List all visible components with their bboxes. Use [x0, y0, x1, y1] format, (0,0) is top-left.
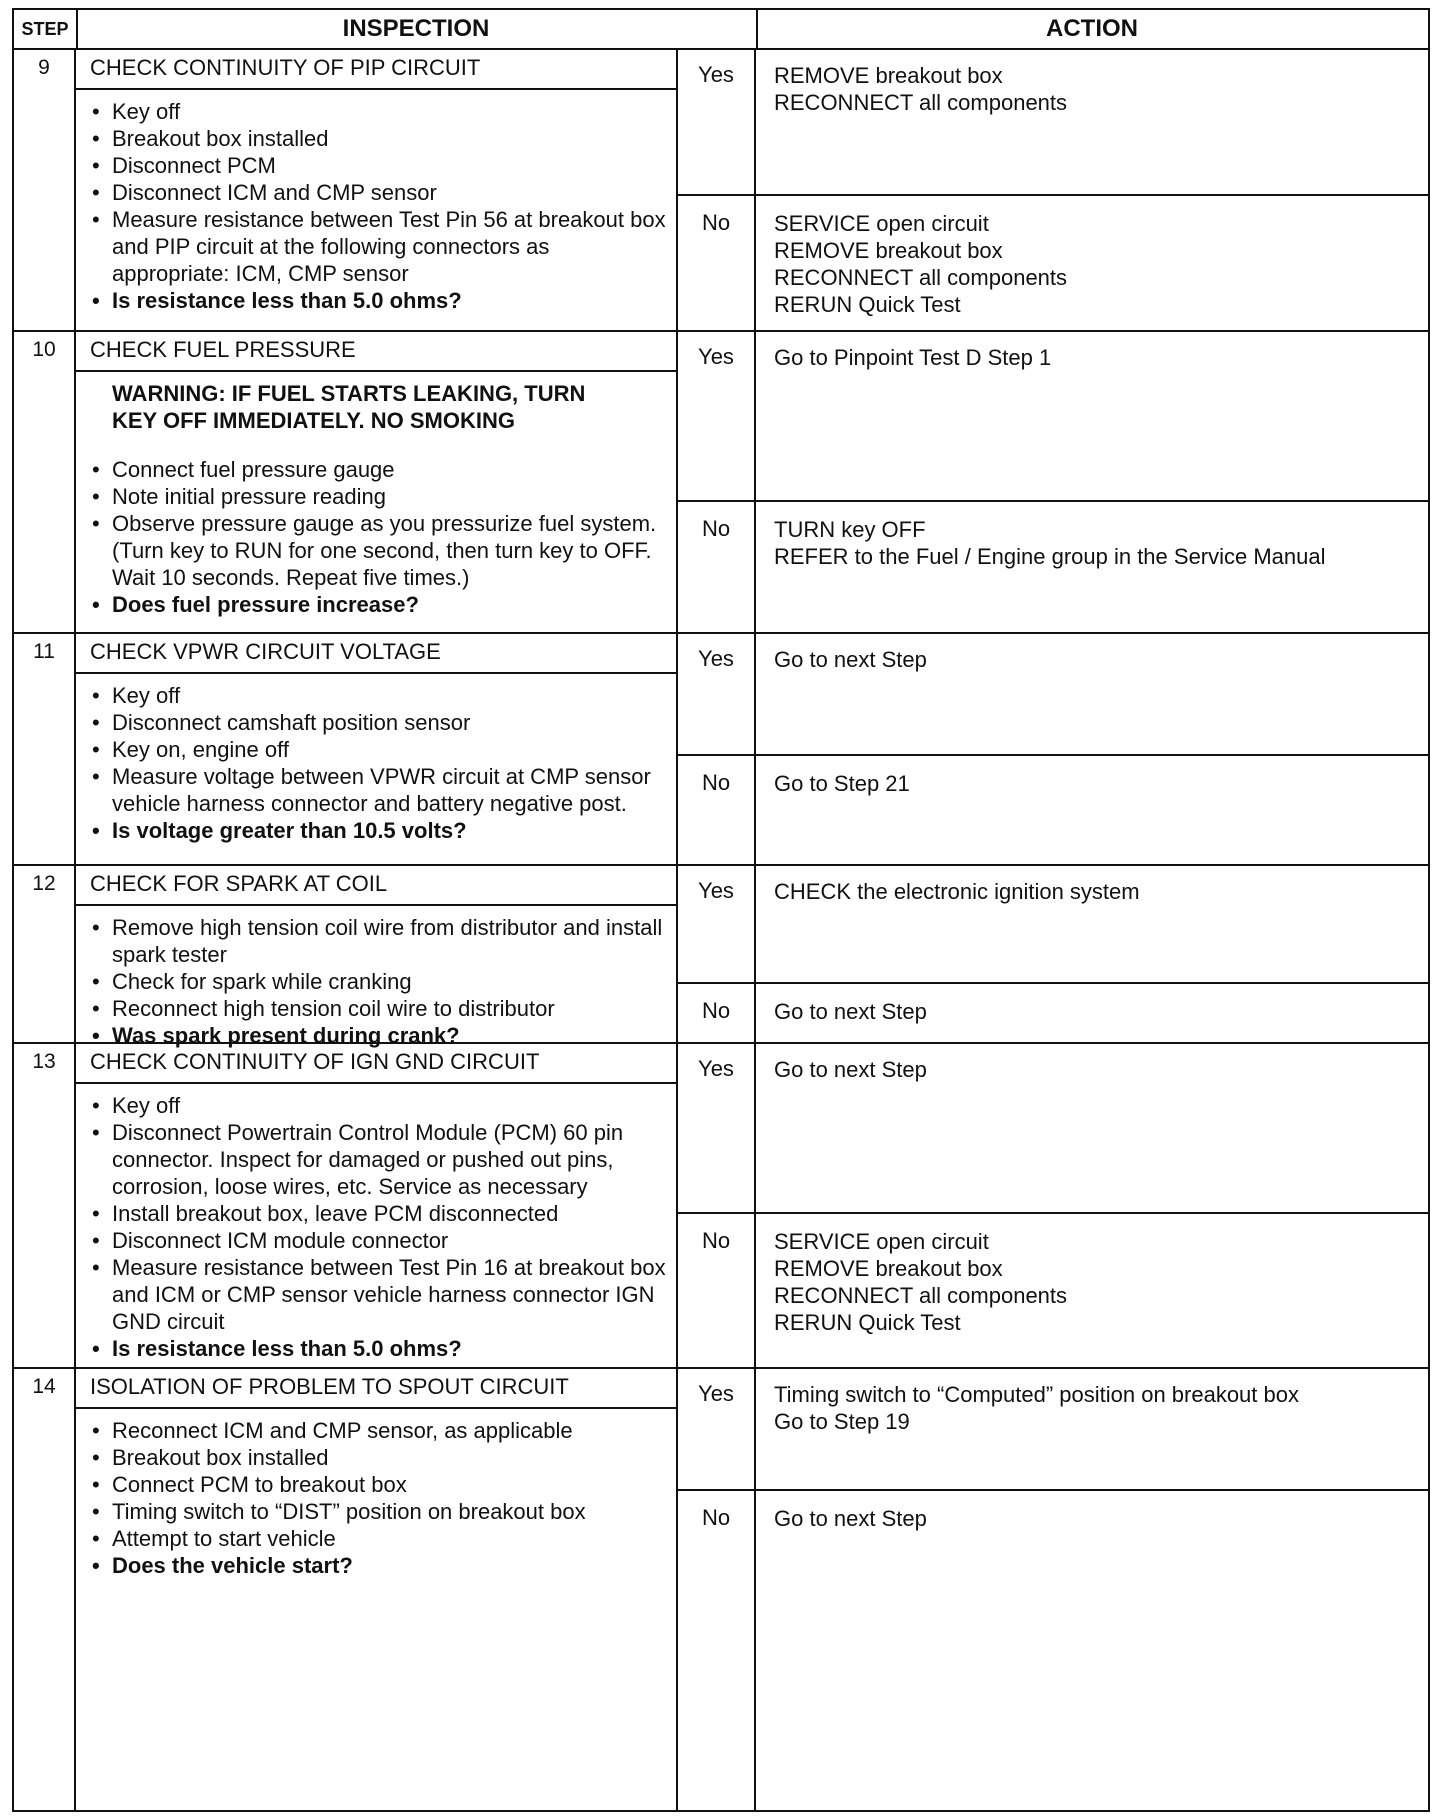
yes-answer: [678, 632, 1430, 754]
action-line: REMOVE breakout box: [774, 238, 1003, 263]
inspection-list: [76, 674, 676, 844]
action-line: REFER to the Fuel / Engine group in the Service Manual: [774, 544, 1326, 569]
inspection-item: • Measure resistance between Test Pin 16 at breakout box and ICM or CMP sensor vehicle harness connector IGN GND circuit: [90, 1254, 672, 1335]
action-cell: [676, 1042, 1430, 1367]
inspection-title: CHECK FUEL PRESSURE: [76, 330, 676, 372]
inspection-item: • Key off: [90, 1092, 672, 1119]
no-label: No: [678, 756, 756, 864]
action-line: REMOVE breakout box: [774, 63, 1003, 88]
inspection-item: • Observe pressure gauge as you pressurize fuel system. (Turn key to RUN for one second, then turn key to OFF. Wait 10 seconds. Repeat five times.): [90, 510, 672, 591]
inspection-item: • Disconnect ICM module connector: [90, 1227, 672, 1254]
action-line: SERVICE open circuit: [774, 1229, 989, 1254]
inspection-question: • Was spark present during crank?: [90, 1022, 672, 1049]
inspection-item: • Check for spark while cranking: [90, 968, 672, 995]
inspection-item: • Note initial pressure reading: [90, 483, 672, 510]
no-actions: [774, 210, 1422, 318]
step-number: 10: [14, 330, 76, 632]
yes-label: Yes: [678, 1367, 756, 1489]
step-number: 12: [14, 864, 76, 1042]
inspection-item: • Key off: [90, 98, 672, 125]
action-line: RERUN Quick Test: [774, 1310, 961, 1335]
action-line: Go to next Step: [774, 1506, 927, 1531]
no-label: No: [678, 1214, 756, 1367]
inspection-item: • Key on, engine off: [90, 736, 672, 763]
inspection-item: • Disconnect ICM and CMP sensor: [90, 179, 672, 206]
action-cell: [676, 48, 1430, 330]
no-actions: [774, 998, 1422, 1025]
yes-label: Yes: [678, 632, 756, 754]
warning-text: WARNING: IF FUEL STARTS LEAKING, TURN KEY OFF IMMEDIATELY. NO SMOKING: [112, 381, 586, 433]
table-header: [14, 10, 1428, 50]
no-label: No: [678, 1491, 756, 1810]
inspection-item: • Attempt to start vehicle: [90, 1525, 672, 1552]
step-number: 11: [14, 632, 76, 864]
action-line: Go to Pinpoint Test D Step 1: [774, 345, 1052, 370]
step-row: [14, 1042, 1428, 1369]
action-line: RECONNECT all components: [774, 265, 1068, 290]
action-line: Go to next Step: [774, 1057, 927, 1082]
yes-actions: [774, 1381, 1422, 1435]
action-line: Go to Step 19: [774, 1409, 910, 1434]
step-row: [14, 330, 1428, 634]
action-cell: [676, 330, 1430, 632]
action-line: RECONNECT all components: [774, 90, 1068, 115]
step-number: 14: [14, 1367, 76, 1810]
inspection-item: • Key off: [90, 682, 672, 709]
inspection-item: • Measure voltage between VPWR circuit at CMP sensor vehicle harness connector and battery negative post.: [90, 763, 672, 817]
no-answer: [678, 1212, 1430, 1367]
no-label: No: [678, 984, 756, 1042]
yes-answer: [678, 330, 1430, 500]
inspection-item: • Install breakout box, leave PCM disconnected: [90, 1200, 672, 1227]
yes-actions: [774, 646, 1422, 673]
inspection-item: • Breakout box installed: [90, 1444, 672, 1471]
action-line: TURN key OFF: [774, 517, 926, 542]
inspection-item: • Disconnect Powertrain Control Module (PCM) 60 pin connector. Inspect for damaged or pushed out pins, corrosion, loose wires, etc. Service as necessary: [90, 1119, 672, 1200]
action-line: Go to Step 21: [774, 771, 910, 796]
inspection-list: [76, 1084, 676, 1362]
inspection-question: • Does fuel pressure increase?: [90, 591, 672, 618]
inspection-cell: [76, 632, 676, 864]
inspection-list: [76, 90, 676, 314]
action-cell: [676, 1367, 1430, 1810]
action-line: REMOVE breakout box: [774, 1256, 1003, 1281]
no-answer: [678, 1489, 1430, 1810]
no-answer: [678, 500, 1430, 632]
header-step: STEP: [14, 10, 78, 48]
yes-label: Yes: [678, 1042, 756, 1212]
step-row: [14, 1367, 1428, 1810]
inspection-item: • Reconnect high tension coil wire to distributor: [90, 995, 672, 1022]
step-row: [14, 864, 1428, 1048]
header-action: ACTION: [1046, 15, 1138, 42]
step-number: 13: [14, 1042, 76, 1367]
header-inspection: INSPECTION: [76, 10, 758, 48]
step-row: [14, 48, 1428, 332]
inspection-title: CHECK CONTINUITY OF PIP CIRCUIT: [76, 48, 676, 90]
inspection-item: • Breakout box installed: [90, 125, 672, 152]
no-label: No: [678, 502, 756, 632]
inspection-cell: [76, 1042, 676, 1367]
action-line: Go to next Step: [774, 647, 927, 672]
inspection-question: • Does the vehicle start?: [90, 1552, 672, 1579]
no-label: No: [678, 196, 756, 330]
yes-label: Yes: [678, 330, 756, 500]
no-answer: [678, 754, 1430, 864]
action-cell: [676, 864, 1430, 1042]
inspection-item: • Timing switch to “DIST” position on breakout box: [90, 1498, 672, 1525]
step-row: [14, 632, 1428, 866]
no-actions: [774, 1505, 1422, 1532]
inspection-item: • Measure resistance between Test Pin 56 at breakout box and PIP circuit at the following connectors as appropriate: ICM, CMP sensor: [90, 206, 672, 287]
action-line: SERVICE open circuit: [774, 211, 989, 236]
inspection-item: • Connect PCM to breakout box: [90, 1471, 672, 1498]
step-number: 9: [14, 48, 76, 330]
yes-label: Yes: [678, 48, 756, 194]
yes-answer: [678, 48, 1430, 194]
action-line: RERUN Quick Test: [774, 292, 961, 317]
yes-actions: [774, 1056, 1422, 1083]
inspection-title: CHECK CONTINUITY OF IGN GND CIRCUIT: [76, 1042, 676, 1084]
no-answer: [678, 194, 1430, 330]
diagnostic-table: [12, 8, 1430, 1812]
no-actions: [774, 516, 1422, 570]
action-line: Go to next Step: [774, 999, 927, 1024]
no-actions: [774, 1228, 1422, 1336]
yes-actions: [774, 62, 1422, 116]
inspection-item: • Remove high tension coil wire from distributor and install spark tester: [90, 914, 672, 968]
yes-answer: [678, 1042, 1430, 1212]
inspection-cell: [76, 48, 676, 330]
inspection-title: CHECK VPWR CIRCUIT VOLTAGE: [76, 632, 676, 674]
action-line: CHECK the electronic ignition system: [774, 879, 1140, 904]
inspection-question: • Is resistance less than 5.0 ohms?: [90, 287, 672, 314]
action-cell: [676, 632, 1430, 864]
yes-answer: [678, 864, 1430, 982]
no-actions: [774, 770, 1422, 797]
action-line: Timing switch to “Computed” position on breakout box: [774, 1382, 1299, 1407]
yes-actions: [774, 878, 1422, 905]
inspection-item: • Reconnect ICM and CMP sensor, as applicable: [90, 1417, 672, 1444]
inspection-item: • Disconnect PCM: [90, 152, 672, 179]
inspection-cell: [76, 330, 676, 632]
no-answer: [678, 982, 1430, 1042]
inspection-title: CHECK FOR SPARK AT COIL: [76, 864, 676, 906]
inspection-question: • Is voltage greater than 10.5 volts?: [90, 817, 672, 844]
inspection-cell: [76, 864, 676, 1048]
inspection-item: • Disconnect camshaft position sensor: [90, 709, 672, 736]
yes-answer: [678, 1367, 1430, 1489]
inspection-list: [76, 434, 676, 618]
inspection-item: • Connect fuel pressure gauge: [90, 456, 672, 483]
inspection-list: [76, 1409, 676, 1579]
action-line: RECONNECT all components: [774, 1283, 1068, 1308]
inspection-question: • Is resistance less than 5.0 ohms?: [90, 1335, 672, 1362]
inspection-title: ISOLATION OF PROBLEM TO SPOUT CIRCUIT: [76, 1367, 676, 1409]
inspection-list: [76, 906, 676, 1049]
yes-label: Yes: [678, 864, 756, 982]
inspection-cell: [76, 1367, 676, 1810]
yes-actions: [774, 344, 1422, 371]
